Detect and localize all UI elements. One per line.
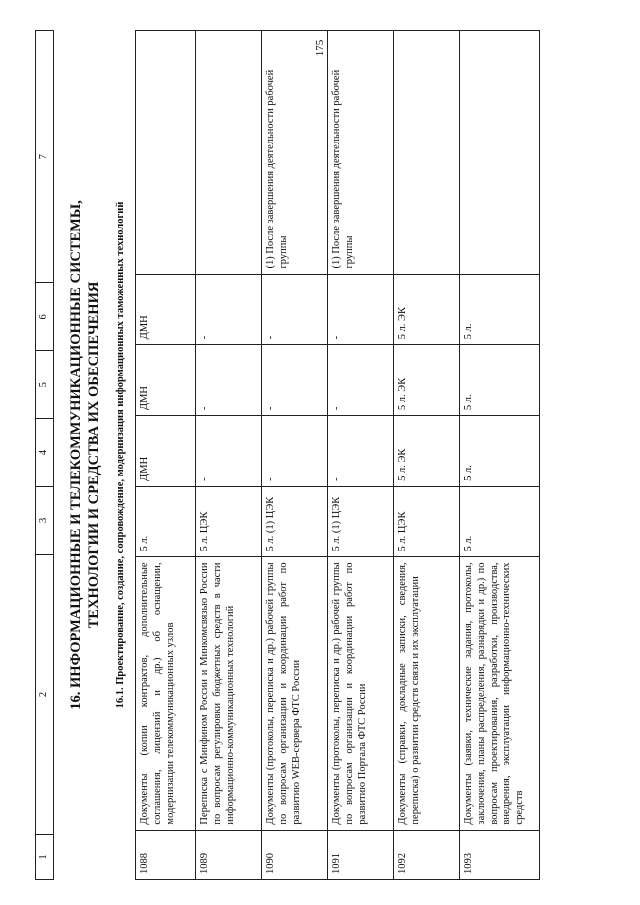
row-number: 1089 — [196, 830, 262, 879]
subsection-title: 16.1. Проектирование, создание, сопровождение, модернизация информационных таможенных технологий — [115, 201, 126, 709]
page-number: 175 — [314, 39, 326, 57]
row-col7 — [196, 31, 262, 275]
row-col6: - — [328, 274, 394, 345]
row-col5: - — [328, 345, 394, 416]
row-description: Документы (копии контрактов, дополнительные соглашения, лицензий и др.) об оснащении, модернизации телекоммуникационных узлов — [136, 557, 196, 830]
row-col5: 5 л. ЭК — [394, 345, 460, 416]
row-col6: 5 л. ЭК — [394, 274, 460, 345]
rotated-page-content — [35, 30, 620, 880]
row-col5: - — [262, 345, 328, 416]
row-col3: 5 л. ЦЭК — [196, 486, 262, 557]
row-col4: 5 л. ЭК — [394, 416, 460, 487]
section-title-line2: ТЕХНОЛОГИИ И СРЕДСТВА ИХ ОБЕСПЕЧЕНИЯ — [86, 281, 103, 629]
col-header-7: 7 — [36, 31, 54, 283]
row-col7 — [460, 31, 540, 275]
row-col4: - — [196, 416, 262, 487]
row-number: 1092 — [394, 830, 460, 879]
table-row — [460, 31, 540, 880]
col-header-4: 4 — [36, 419, 54, 487]
row-col7: (1) После завершения деятельности рабочей группы — [262, 31, 328, 275]
table-row — [328, 31, 394, 880]
row-number: 1090 — [262, 830, 328, 879]
table-row — [196, 31, 262, 880]
row-col3: 5 л. — [136, 486, 196, 557]
row-col4: - — [262, 416, 328, 487]
row-description: Документы (заявки, технические задания, протоколы, заключения, планы распределения, разнарядки и др.) по вопросам проектирования, разработки, производства, внедрения, эксплуатации информационно-технических средств — [460, 557, 540, 830]
retention-table — [135, 30, 540, 880]
row-number: 1088 — [136, 830, 196, 879]
row-col5: ДМН — [136, 345, 196, 416]
row-col3: 5 л. (1) ЦЭК — [262, 486, 328, 557]
row-col6: - — [262, 274, 328, 345]
row-col3: 5 л. — [460, 486, 540, 557]
row-description: Переписка с Минфином России и Минкомсвязью России по вопросам регулировки бюджетных средств в части информационно-коммуникационных технологий — [196, 557, 262, 830]
row-col6: ДМН — [136, 274, 196, 345]
col-header-1: 1 — [36, 835, 54, 880]
row-col7: (1) После завершения деятельности рабочей группы — [328, 31, 394, 275]
row-col4: 5 л. — [460, 416, 540, 487]
col-header-3: 3 — [36, 486, 54, 554]
table-row — [136, 31, 196, 880]
col-header-6: 6 — [36, 283, 54, 351]
row-col3: 5 л. ЦЭК — [394, 486, 460, 557]
column-header-table — [35, 30, 54, 880]
section-title — [67, 30, 103, 880]
row-col5: - — [196, 345, 262, 416]
row-description: Документы (справки, докладные записки, сведения, переписка) о развитии средств связи и их эксплуатации — [394, 557, 460, 830]
col-header-2: 2 — [36, 554, 54, 834]
row-number: 1093 — [460, 830, 540, 879]
row-col3: 5 л. (1) ЦЭК — [328, 486, 394, 557]
section-title-line1: 16. ИНФОРМАЦИОННЫЕ И ТЕЛЕКОММУНИКАЦИОННЫЕ СИСТЕМЫ, — [68, 200, 84, 710]
col-header-5: 5 — [36, 351, 54, 419]
row-col7 — [136, 31, 196, 275]
row-description: Документы (протоколы, переписка и др.) рабочей группы по вопросам организации и координации работ по развитию WEB-сервера ФТС России — [262, 557, 328, 830]
table-row — [394, 31, 460, 880]
table-row — [262, 31, 328, 880]
row-description: Документы (протоколы, переписка и др.) рабочей группы по вопросам организации и координации работ по развитию Портала ФТС России — [328, 557, 394, 830]
row-col6: 5 л. — [460, 274, 540, 345]
row-col4: - — [328, 416, 394, 487]
row-col7 — [394, 31, 460, 275]
row-col6: - — [196, 274, 262, 345]
row-col5: 5 л. — [460, 345, 540, 416]
row-number: 1091 — [328, 830, 394, 879]
row-col4: ДМН — [136, 416, 196, 487]
